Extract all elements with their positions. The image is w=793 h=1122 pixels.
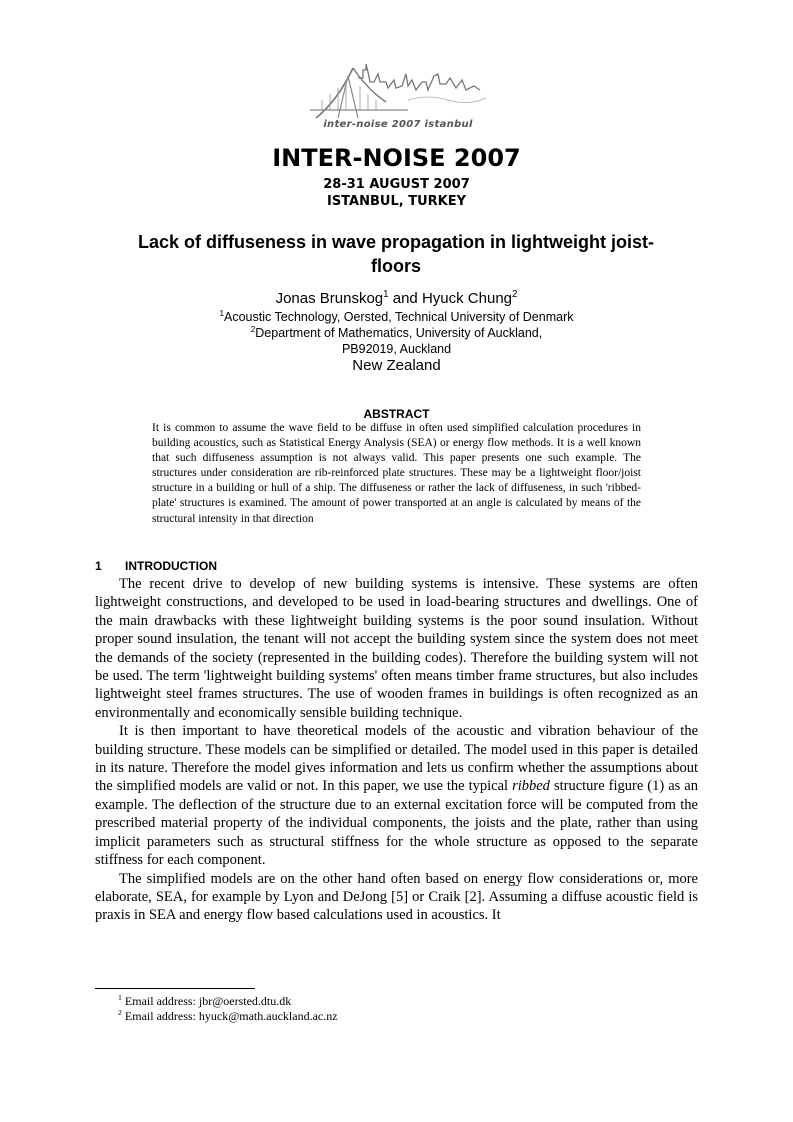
author-separator: and — [388, 290, 422, 307]
affiliation-line — [0, 325, 793, 341]
affiliation-text: Department of Mathematics, University of Auckland, — [255, 326, 543, 340]
abstract-text: It is common to assume the wave field to be diffuse in often used simplified calculation procedures in building acoustics, such as Statistical Energy Analysis (SEA) or energy flow methods. It is a well known that such diffuseness assumption is not always valid. This paper presents one such example. The structures under consideration are rib-reinforced plate structures. These may be a lightweight floor/joist structure in a building or hull of a ship. The diffuseness or rather the lack of diffuseness, in such 'ribbed-plate' structures is examined. The amount of power transported at an angle is calculated by means of the structural intensity in that direction — [152, 422, 641, 525]
footnotes — [118, 994, 618, 1024]
paragraph-text: It is then important to have theoretical models of the acoustic and vibration behaviour of the building structure. These models can be simplified or detailed. The model used in this paper is detailed in its nature. Therefore the model gives information and lets us confirm whether the assumptions about the simplified models are valid or not. In this paper, we use the typical — [95, 723, 698, 795]
section-number: 1 — [95, 559, 102, 573]
section-title: INTRODUCTION — [125, 559, 217, 573]
paragraph-text: structure figure (1) as an example. The deflection of the structure due to an external excitation force will be computed from the prescribed material property of the individual components, the joists and the plate, rather than using implicit parameters such as structural stiffness for the whole structure as opposed to the separate stiffness for each component. — [95, 778, 698, 869]
affiliation-mark: 2 — [512, 289, 518, 300]
section-heading — [95, 558, 217, 574]
conference-place: ISTANBUL, TURKEY — [326, 194, 466, 209]
affiliation-mark: 1 — [383, 289, 389, 300]
section-body — [95, 575, 698, 925]
abstract-heading: ABSTRACT — [363, 407, 430, 421]
author-name: Hyuck Chung — [421, 290, 512, 307]
footnote-mark: 1 — [118, 993, 122, 1002]
body-paragraph: The simplified models are on the other hand often based on energy flow considerations or, more elaborate, SEA, for example by Lyon and DeJong [5] or Craik [2]. Assuming a diffuse acoustic field is praxis in SEA and energy flow based calculations used in acoustics. It — [95, 870, 698, 924]
paper-title: Lack of diffuseness in wave propagation in lightweight joist-floors — [137, 232, 655, 276]
affiliation-line — [0, 309, 793, 325]
conference-title: INTER-NOISE 2007 — [272, 144, 521, 172]
affiliation-mark: 2 — [250, 324, 256, 334]
emphasized-term: ribbed — [512, 778, 550, 795]
footnote-mark: 2 — [118, 1008, 122, 1017]
footnote-text: Email address: jbr@oersted.dtu.dk — [121, 994, 292, 1008]
affiliation-country — [0, 356, 793, 376]
affiliation-text: Acoustic Technology, Oersted, Technical University of Denmark — [224, 310, 574, 324]
logo-caption: inter-noise 2007 istanbul — [323, 119, 473, 130]
footnote-text: Email address: hyuck@math.auckland.ac.nz — [121, 1009, 338, 1023]
affiliation-line — [0, 341, 793, 357]
affiliation-text: PB92019, Auckland — [341, 342, 452, 356]
body-paragraph: The recent drive to develop of new building systems is intensive. These systems are often lightweight constructions, and developed to be used in load-bearing structures and dwellings. One of the main drawbacks with these lightweight building systems is the poor sound insulation. Without proper sound insulation, the tenant will not accept the building system since the system does not meet the demands of the society (represented in the building codes). Therefore the building system will not be used. The term 'lightweight building systems' often means timber frame structures, but also includes lightweight steel frames structures. The use of wooden frames in buildings is often recognized as an environmentally and economically sensible building technique. — [95, 576, 698, 721]
bridge-skyline-logo-icon — [308, 60, 488, 120]
footnote-separator — [95, 988, 255, 989]
author-list — [0, 289, 793, 309]
conference-dates: 28-31 AUGUST 2007 — [323, 177, 470, 192]
affiliation-mark: 1 — [219, 308, 225, 318]
footnote — [118, 1009, 618, 1024]
footnote — [118, 994, 618, 1009]
conference-logo — [308, 60, 488, 136]
author-name: Jonas Brunskog — [275, 290, 384, 307]
affiliation-text: New Zealand — [352, 357, 441, 374]
body-paragraph — [95, 722, 698, 869]
